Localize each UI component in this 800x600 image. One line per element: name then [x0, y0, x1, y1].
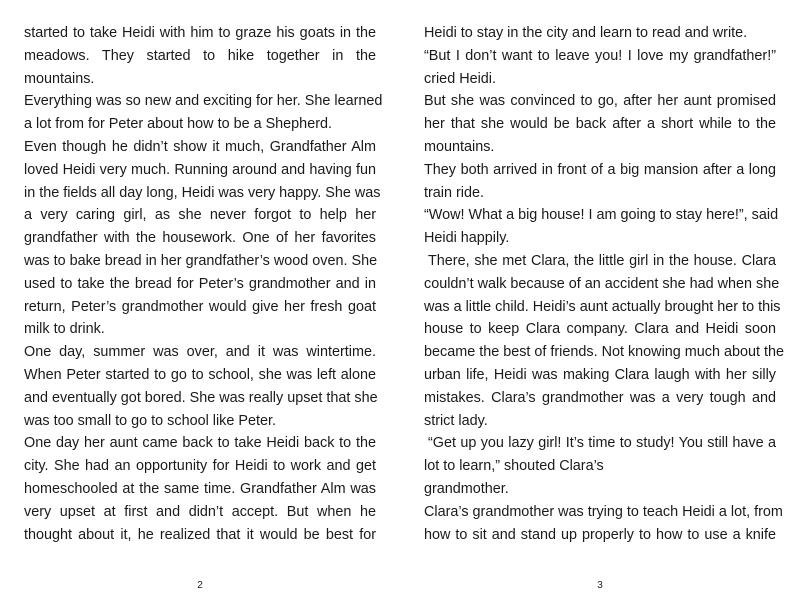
text-line: a lot from for Peter about how to be a Shepherd. [24, 116, 332, 133]
text-line: But she was convinced to go, after her aunt promised [424, 93, 776, 110]
text-line: mistakes. Clara’s grandmother was a very tough and [424, 389, 776, 406]
left-page [24, 0, 383, 600]
page-number: 2 [197, 580, 203, 591]
text-line: meadows. They started to hike together in the [24, 47, 376, 64]
text-line: couldn’t walk because of an accident she had when she [424, 275, 780, 292]
text-line: return, Peter’s grandmother would give her fresh goat [24, 298, 376, 315]
right-page-text [424, 22, 784, 546]
text-line: became the best of friends. Not knowing much about the [424, 344, 784, 361]
text-line: “But I don’t want to leave you! I love my grandfather!” [424, 47, 776, 64]
text-line: One day, summer was over, and it was wintertime. [24, 344, 376, 361]
text-line: house to keep Clara company. Clara and Heidi soon [424, 321, 776, 338]
text-line: very upset at first and didn’t accept. But when he [24, 503, 376, 520]
text-line: milk to drink. [24, 321, 105, 338]
text-line: When Peter started to go to school, she was left alone [24, 366, 376, 383]
text-line: One day her aunt came back to take Heidi back to the [24, 435, 376, 452]
text-line: mountains. [424, 138, 495, 155]
text-line: homeschooled at the same time. Grandfather Alm was [24, 480, 376, 497]
text-line: cried Heidi. [424, 70, 496, 87]
text-line: There, she met Clara, the little girl in the house. Clara [428, 252, 776, 269]
text-line: Everything was so new and exciting for her. She learned [24, 93, 383, 110]
page-number: 3 [597, 580, 603, 591]
text-line: Clara’s grandmother was trying to teach Heidi a lot, from [424, 503, 783, 520]
text-line: her that she would be back after a short while to the [424, 116, 776, 133]
text-line: started to take Heidi with him to graze his goats in the [24, 25, 376, 41]
text-line: “Wow! What a big house! I am going to stay here!”, said [424, 207, 779, 224]
text-line: “Get up you lazy girl! It’s time to study! You still have a [428, 435, 776, 452]
text-line: grandmother. [424, 480, 509, 497]
text-line: used to take the bread for Peter’s grandmother and in [24, 275, 376, 292]
text-line: was a little child. Heidi’s aunt actually brought her to this [424, 298, 781, 315]
text-line: strict lady. [424, 412, 488, 429]
text-line: train ride. [424, 184, 484, 201]
text-line: Heidi to stay in the city and learn to read and write. [424, 25, 748, 41]
text-line: Heidi happily. [424, 230, 510, 247]
text-line: city. She had an opportunity for Heidi to work and get [24, 458, 376, 475]
text-line: was to bake bread in her grandfather’s wood oven. She [24, 252, 378, 269]
text-line: mountains. [24, 70, 95, 87]
text-line: was too small to go to school like Peter. [24, 412, 276, 429]
text-line: grandfather with the housework. One of her favorites [24, 230, 376, 247]
text-line: how to sit and stand up properly to how to use a knife [424, 526, 776, 543]
text-line: and eventually got bored. She was really upset that she [24, 389, 378, 406]
text-line: lot to learn,” shouted Clara’s [424, 458, 604, 475]
text-line: loved Heidi very much. Running around and having fun [24, 161, 376, 178]
text-line: Even though he didn’t show it much, Grandfather Alm [24, 138, 376, 155]
text-line: They both arrived in front of a big mansion after a long [424, 161, 776, 178]
text-line: urban life, Heidi was making Clara laugh with her silly [424, 366, 776, 383]
text-line: in the fields all day long, Heidi was very happy. She was [24, 184, 381, 201]
right-page [424, 0, 784, 600]
text-line: thought about it, he realized that it would be best for [24, 526, 376, 543]
left-page-text [24, 22, 383, 546]
text-line: a very caring girl, as she never forgot to help her [24, 207, 376, 224]
